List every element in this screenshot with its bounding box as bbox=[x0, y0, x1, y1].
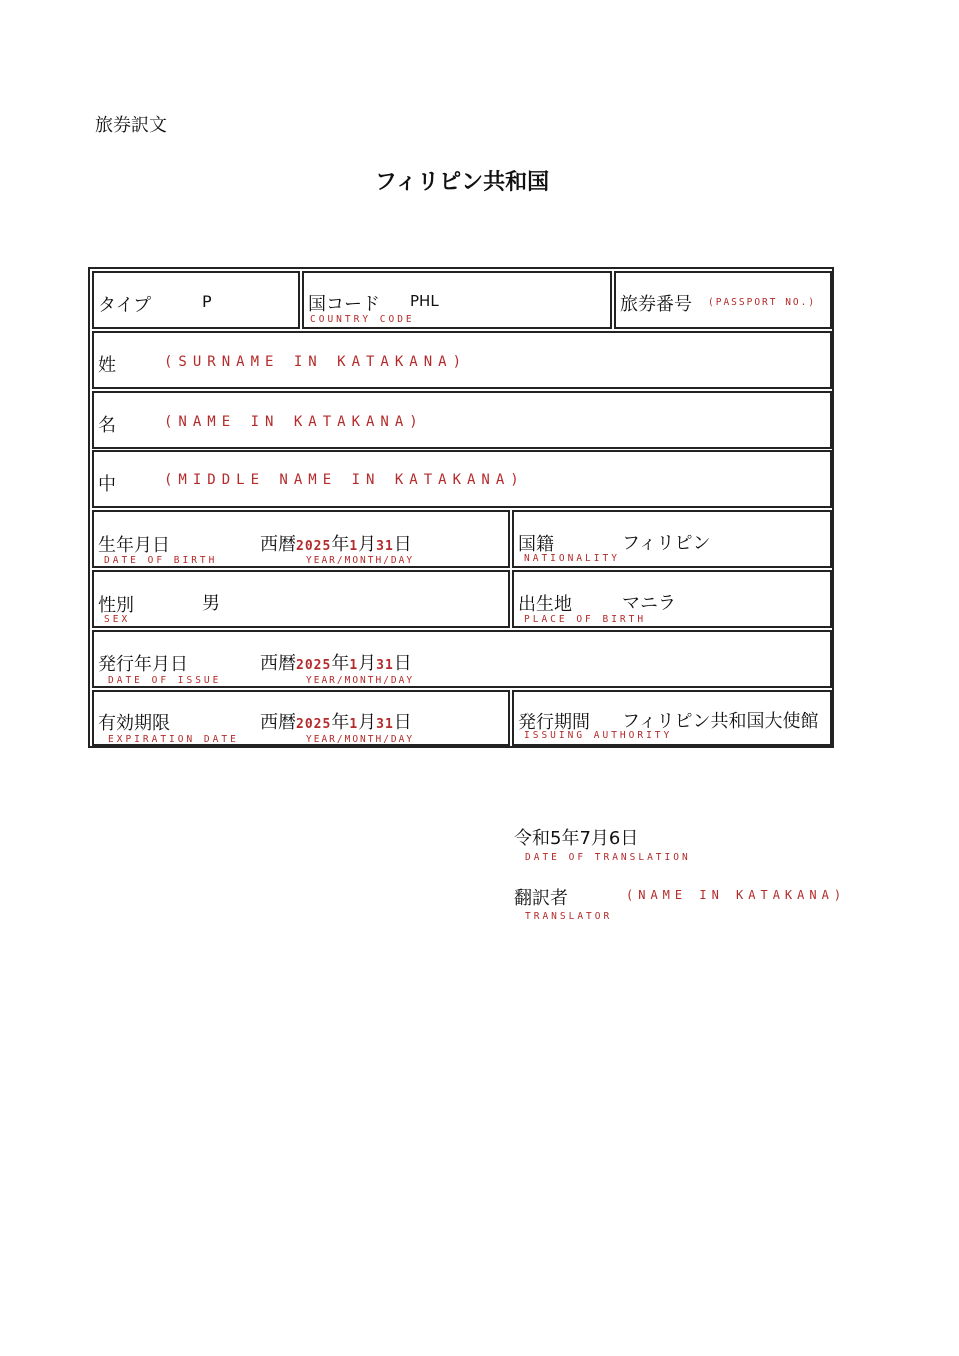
translation-date: 令和5年7月6日 bbox=[514, 828, 639, 849]
nationality-en: NATIONALITY bbox=[524, 553, 620, 564]
country-code-en: COUNTRY CODE bbox=[310, 314, 415, 325]
issue-day-sep: 日 bbox=[393, 653, 412, 674]
nationality-value: フィリピン bbox=[622, 533, 711, 554]
birth-year-sep: 年 bbox=[331, 534, 350, 555]
translator-value: (NAME IN KATAKANA) bbox=[626, 888, 847, 902]
place-of-birth-value: マニラ bbox=[622, 593, 676, 614]
issue-day: 31 bbox=[376, 658, 394, 673]
type-label: タイプ bbox=[98, 295, 152, 316]
place-of-birth-cell bbox=[512, 570, 832, 628]
expiry-era: 西暦 bbox=[260, 712, 296, 733]
document-title: フィリピン共和国 bbox=[374, 170, 550, 195]
sex-cell bbox=[92, 570, 510, 628]
issue-date bbox=[260, 649, 412, 675]
country-code-value: PHL bbox=[410, 292, 439, 310]
birth-month: 1 bbox=[349, 539, 359, 554]
issue-month: 1 bbox=[349, 658, 359, 673]
type-value: P bbox=[202, 292, 212, 311]
expiry-year: 2025 bbox=[296, 717, 332, 732]
issue-year-sep: 年 bbox=[331, 653, 350, 674]
middle-name-label: 中 bbox=[98, 474, 116, 495]
passport-form bbox=[88, 267, 834, 748]
middle-name-value: (MIDDLE NAME IN KATAKANA) bbox=[164, 472, 525, 488]
expiry-month-sep: 月 bbox=[358, 712, 377, 733]
issue-format-en: YEAR/MONTH/DAY bbox=[306, 675, 415, 686]
middle-name-cell bbox=[92, 450, 832, 508]
birth-month-sep: 月 bbox=[358, 534, 377, 555]
given-name-label: 名 bbox=[98, 415, 116, 436]
passport-no-en: (PASSPORT NO.) bbox=[708, 297, 817, 308]
authority-value: フィリピン共和国大使館 bbox=[622, 711, 819, 732]
expiry-label: 有効期限 bbox=[98, 713, 170, 734]
place-of-birth-label: 出生地 bbox=[518, 594, 572, 615]
surname-label: 姓 bbox=[98, 355, 116, 376]
issue-year: 2025 bbox=[296, 658, 332, 673]
issue-label: 発行年月日 bbox=[98, 654, 188, 675]
expiry-cell bbox=[92, 690, 510, 746]
nationality-label: 国籍 bbox=[518, 534, 554, 555]
document-label: 旅券訳文 bbox=[95, 115, 167, 136]
country-code-cell bbox=[302, 271, 612, 329]
sex-value: 男 bbox=[202, 593, 220, 614]
expiry-date bbox=[260, 708, 412, 734]
authority-en: ISSUING AUTHORITY bbox=[524, 730, 673, 741]
birth-day-sep: 日 bbox=[393, 534, 412, 555]
birth-day: 31 bbox=[376, 539, 394, 554]
issue-month-sep: 月 bbox=[358, 653, 377, 674]
birth-cell bbox=[92, 510, 510, 568]
issue-en: DATE OF ISSUE bbox=[108, 675, 222, 686]
authority-cell bbox=[512, 690, 832, 746]
passport-no-cell bbox=[614, 271, 832, 329]
expiry-en: EXPIRATION DATE bbox=[108, 734, 239, 745]
expiry-year-sep: 年 bbox=[331, 712, 350, 733]
authority-label: 発行期間 bbox=[518, 712, 590, 733]
place-of-birth-en: PLACE OF BIRTH bbox=[524, 614, 647, 625]
translator-label: 翻訳者 bbox=[514, 888, 568, 909]
sex-en: SEX bbox=[104, 614, 131, 625]
sex-label: 性別 bbox=[98, 595, 134, 616]
expiry-format-en: YEAR/MONTH/DAY bbox=[306, 734, 415, 745]
passport-no-label: 旅券番号 bbox=[620, 294, 692, 315]
expiry-day-sep: 日 bbox=[393, 712, 412, 733]
expiry-month: 1 bbox=[349, 717, 359, 732]
birth-label: 生年月日 bbox=[98, 535, 170, 556]
translator-en: TRANSLATOR bbox=[525, 911, 613, 922]
country-code-label: 国コード bbox=[308, 294, 380, 315]
birth-en: DATE OF BIRTH bbox=[104, 555, 218, 566]
surname-value: (SURNAME IN KATAKANA) bbox=[164, 354, 468, 370]
birth-year: 2025 bbox=[296, 539, 332, 554]
birth-date bbox=[260, 530, 412, 556]
nationality-cell bbox=[512, 510, 832, 568]
surname-cell bbox=[92, 331, 832, 389]
birth-era: 西暦 bbox=[260, 534, 296, 555]
given-name-value: (NAME IN KATAKANA) bbox=[164, 414, 424, 430]
issue-era: 西暦 bbox=[260, 653, 296, 674]
expiry-day: 31 bbox=[376, 717, 394, 732]
issue-cell bbox=[92, 630, 832, 688]
birth-format-en: YEAR/MONTH/DAY bbox=[306, 555, 415, 566]
given-name-cell bbox=[92, 391, 832, 449]
translation-date-en: DATE OF TRANSLATION bbox=[525, 852, 691, 863]
type-cell bbox=[92, 271, 300, 329]
